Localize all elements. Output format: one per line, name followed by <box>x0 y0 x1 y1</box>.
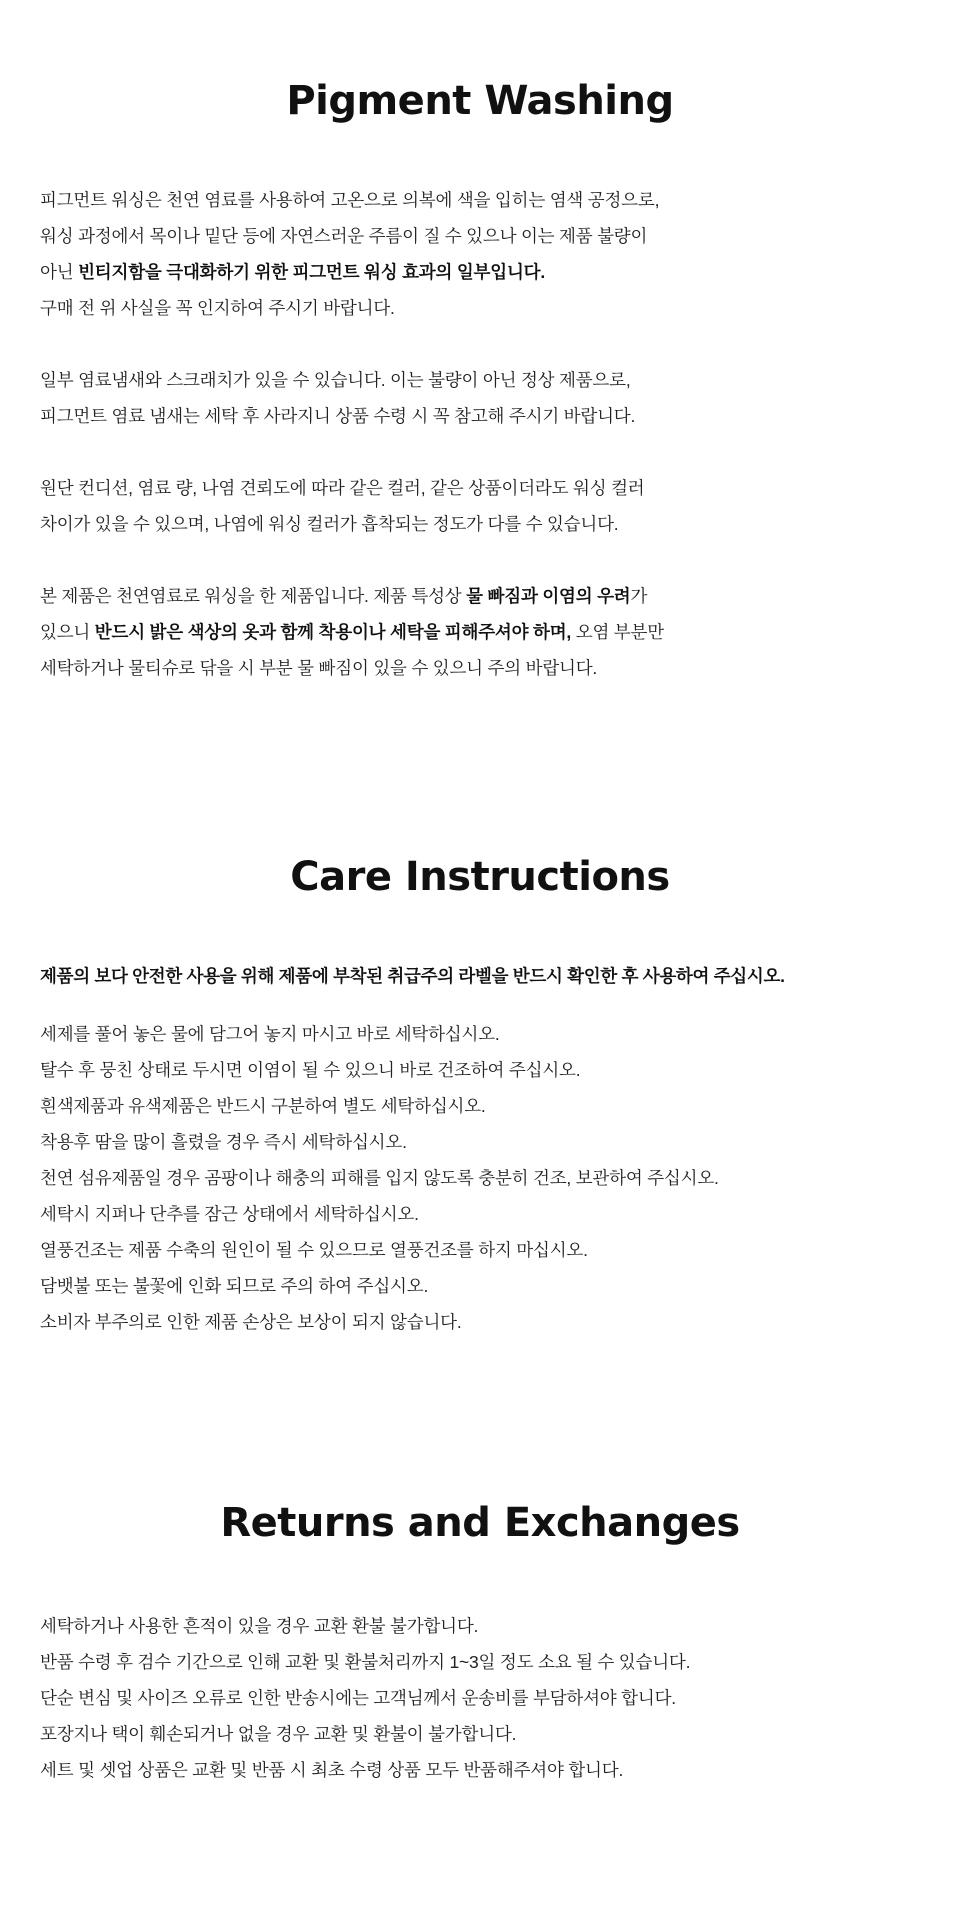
body-text: 피그먼트 워싱은 천연 염료를 사용하여 고온으로 의복에 색을 입히는 염색 공정으로, <box>40 190 660 210</box>
returns-and-exchanges-list <box>0 1608 960 1788</box>
body-text: 차이가 있을 수 있으며, 나염에 워싱 컬러가 흡착되는 정도가 다를 수 있습니다. <box>40 514 619 534</box>
paragraph-gap <box>40 434 920 470</box>
body-text: 원단 컨디션, 염료 량, 나염 견뢰도에 따라 같은 컬러, 같은 상품이더라도 워싱 컬러 <box>40 478 645 498</box>
emphasised-text: 물 빠짐과 이염의 우려 <box>466 586 631 606</box>
paragraph-line <box>40 362 920 398</box>
paragraph-line <box>40 290 920 326</box>
paragraph-line <box>40 470 920 506</box>
body-text: 세탁하거나 물티슈로 닦을 시 부분 물 빠짐이 있을 수 있으니 주의 바랍니다. <box>40 658 598 678</box>
paragraph-line <box>40 398 920 434</box>
paragraph-line <box>40 650 920 686</box>
page-title-pigment-washing: Pigment Washing <box>286 78 674 124</box>
pigment-washing-body <box>0 182 960 686</box>
care-instruction-item: 담뱃불 또는 불꽃에 인화 되므로 주의 하여 주십시오. <box>40 1276 429 1296</box>
paragraph-line <box>40 218 920 254</box>
care-instruction-item: 착용후 땀을 많이 흘렸을 경우 즉시 세탁하십시오. <box>40 1132 407 1152</box>
paragraph-line <box>40 578 920 614</box>
bottom-spacer <box>0 1788 960 1908</box>
care-instructions-lead: 제품의 보다 안전한 사용을 위해 제품에 부착된 취급주의 라벨을 반드시 확인한 후 사용하여 주십시오. <box>40 966 785 986</box>
body-text: 구매 전 위 사실을 꼭 인지하여 주시기 바랍니다. <box>40 298 395 318</box>
paragraph-line <box>40 182 920 218</box>
body-text: 피그먼트 염료 냄새는 세탁 후 사라지니 상품 수령 시 꼭 참고해 주시기 바랍니다. <box>40 406 636 426</box>
emphasised-text: 빈티지함을 극대화하기 위한 피그먼트 워싱 효과의 일부입니다. <box>78 262 546 282</box>
body-text: 아닌 <box>40 262 79 282</box>
page-title-care-instructions: Care Instructions <box>290 854 670 900</box>
care-instruction-item: 세제를 풀어 놓은 물에 담그어 놓지 마시고 바로 세탁하십시오. <box>40 1024 500 1044</box>
body-text: 본 제품은 천연염료로 워싱을 한 제품입니다. 제품 특성상 <box>40 586 467 606</box>
emphasised-text: 반드시 밝은 색상의 옷과 함께 착용이나 세탁을 피해주셔야 하며, <box>94 622 572 642</box>
body-text: 워싱 과정에서 목이나 밑단 등에 자연스러운 주름이 질 수 있으나 이는 제품 불량이 <box>40 226 648 246</box>
returns-policy-item: 반품 수령 후 검수 기간으로 인해 교환 및 환불처리까지 1~3일 정도 소요 될 수 있습니다. <box>40 1652 691 1672</box>
page-title-returns-and-exchanges: Returns and Exchanges <box>220 1500 740 1546</box>
care-instruction-item: 소비자 부주의로 인한 제품 손상은 보상이 되지 않습니다. <box>40 1312 462 1332</box>
paragraph-gap <box>40 542 920 578</box>
care-instruction-item: 열풍건조는 제품 수축의 원인이 될 수 있으므로 열풍건조를 하지 마십시오. <box>40 1240 588 1260</box>
returns-policy-item: 세탁하거나 사용한 흔적이 있을 경우 교환 환불 불가합니다. <box>40 1616 479 1636</box>
care-instruction-item: 흰색제품과 유색제품은 반드시 구분하여 별도 세탁하십시오. <box>40 1096 486 1116</box>
returns-policy-item: 단순 변심 및 사이즈 오류로 인한 반송시에는 고객님께서 운송비를 부담하셔야 합니다. <box>40 1688 676 1708</box>
paragraph-gap <box>40 326 920 362</box>
care-instruction-item: 세탁시 지퍼나 단추를 잠근 상태에서 세탁하십시오. <box>40 1204 419 1224</box>
body-text: 있으니 <box>40 622 95 642</box>
returns-policy-item: 포장지나 택이 훼손되거나 없을 경우 교환 및 환불이 불가합니다. <box>40 1724 517 1744</box>
paragraph-line <box>40 614 920 650</box>
care-instruction-item: 천연 섬유제품일 경우 곰팡이나 해충의 피해를 입지 않도록 충분히 건조, 보관하여 주십시오. <box>40 1168 719 1188</box>
paragraph-line <box>40 506 920 542</box>
body-text: 가 <box>630 586 648 606</box>
care-instructions-list <box>0 1016 960 1340</box>
body-text: 오염 부분만 <box>571 622 664 642</box>
care-instruction-item: 탈수 후 뭉친 상태로 두시면 이염이 될 수 있으니 바로 건조하여 주십시오. <box>40 1060 581 1080</box>
paragraph-line <box>40 254 920 290</box>
body-text: 일부 염료냄새와 스크래치가 있을 수 있습니다. 이는 불량이 아닌 정상 제품으로, <box>40 370 631 390</box>
returns-policy-item: 세트 및 셋업 상품은 교환 및 반품 시 최초 수령 상품 모두 반품해주셔야 합니다. <box>40 1760 624 1780</box>
